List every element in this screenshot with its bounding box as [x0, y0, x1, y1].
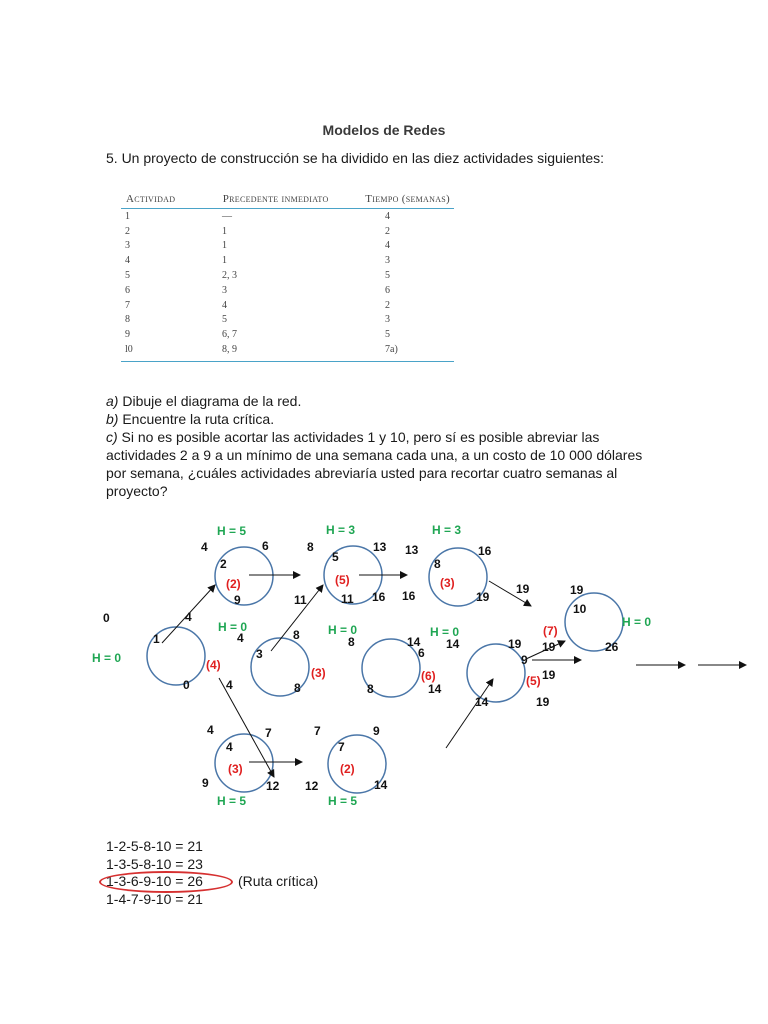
- node-4-es: 4: [207, 723, 214, 737]
- node-1-slack: H = 0: [92, 651, 122, 665]
- node-5-lf: 16: [372, 590, 386, 604]
- activities-table: [121, 186, 454, 362]
- node-3-duration: (4): [206, 658, 221, 672]
- node-9-lf: 19: [536, 695, 550, 709]
- node-8-es: 13: [405, 543, 419, 557]
- node-9-duration: (5): [526, 674, 541, 688]
- arrow-label-3-5: 11: [294, 593, 307, 607]
- cell-predecessor: 1: [222, 255, 227, 267]
- cell-time: 5: [385, 329, 390, 341]
- cell-time: 2: [385, 299, 390, 311]
- cell-activity: 8: [125, 314, 130, 326]
- node-6-ef: 14: [407, 635, 421, 649]
- cell-predecessor: 3: [222, 284, 227, 296]
- cell-predecessor: 5: [222, 314, 227, 326]
- node-7-ef: 9: [373, 724, 380, 738]
- header-time: Tiempo (semanas): [365, 193, 450, 205]
- node-4-ls-label: 4: [226, 678, 233, 692]
- node-9-slack: H = 0: [430, 625, 460, 639]
- cell-time: 4: [385, 240, 390, 252]
- table-row: [121, 342, 454, 357]
- arrow-7-9: [446, 679, 493, 748]
- node-4-id: 4: [226, 740, 233, 754]
- route-item: 1-2-5-8-10 = 21: [106, 838, 203, 854]
- node-7-slack: H = 5: [328, 794, 358, 808]
- routes-list: [106, 838, 319, 908]
- cell-time: 6: [385, 284, 390, 296]
- cell-predecessor: 4: [222, 299, 227, 311]
- node-1-id: 1: [153, 632, 160, 646]
- table-bottom-rule: [121, 361, 454, 362]
- node-6-duration-label: (3): [311, 666, 326, 680]
- table-row: [121, 253, 454, 268]
- node-8-ls: 16: [402, 589, 416, 603]
- node-5-slack: H = 3: [326, 523, 356, 537]
- cell-time: 7a): [385, 344, 398, 356]
- cell-activity: 2: [125, 225, 130, 237]
- cell-activity: 5: [125, 270, 130, 282]
- node-3-es: 4: [237, 631, 244, 645]
- critical-route-text: 1-3-6-9-10 = 26: [106, 873, 203, 889]
- node-2-slack: H = 5: [217, 524, 247, 538]
- node-8-duration: (3): [440, 576, 455, 590]
- route-item: 1-4-7-9-10 = 21: [106, 890, 203, 907]
- question-c: c) Si no es posible acortar las actividades 1 y 10, pero sí es posible abreviar las actividades 2 a 9 a un mínimo de una semana cada una, a un costo de 10 000 dólares por semana, ¿cuáles actividades abreviaría usted para recortar cuatro semanas al proyecto?: [106, 429, 643, 499]
- node-6-slack: H = 0: [328, 623, 358, 637]
- node-6-id: 6: [418, 646, 425, 660]
- node-6-lf: 14: [428, 682, 442, 696]
- node-6-ls: 8: [367, 682, 374, 696]
- cell-predecessor: —: [222, 210, 232, 222]
- node-8-slack: H = 3: [432, 523, 462, 537]
- table-row: [121, 268, 454, 283]
- node-5-es: 8: [307, 540, 314, 554]
- header-predecessor: Precedente inmediato: [222, 193, 329, 205]
- table-row: [121, 209, 454, 224]
- node-4-ef: 7: [265, 726, 272, 740]
- node-3-slack: H = 0: [218, 620, 248, 634]
- cell-activity: 1: [125, 210, 130, 222]
- node-3-lf: 8: [294, 681, 301, 695]
- cell-activity: 3: [125, 240, 130, 252]
- node-9-id: 9: [521, 653, 528, 667]
- node-10-id: 10: [573, 602, 587, 616]
- node-8-id: 8: [434, 557, 441, 571]
- route-item: 1-3-5-8-10 = 23: [106, 855, 203, 872]
- cell-predecessor: 8, 9: [222, 344, 237, 356]
- table-row: [121, 224, 454, 239]
- node-10-es: 19: [570, 583, 584, 597]
- arrow-label-9-10: 19: [542, 668, 556, 682]
- node-8-ef: 16: [478, 544, 492, 558]
- question-a: a) Dibuje el diagrama de la red.: [106, 393, 302, 409]
- node-5-duration: (5): [335, 573, 350, 587]
- node-8-lf: 19: [476, 590, 490, 604]
- node-9-es: 14: [446, 637, 460, 651]
- cell-time: 2: [385, 225, 390, 237]
- network-diagram: [0, 500, 768, 830]
- node-3-id: 3: [256, 647, 263, 661]
- node-4-ls: 9: [202, 776, 209, 790]
- questions: [106, 392, 666, 500]
- node-10-slack: H = 0: [622, 615, 652, 629]
- node-2-circle: [215, 547, 273, 605]
- node-4-slack: H = 5: [217, 794, 247, 808]
- node-9-ls: 14: [475, 695, 489, 709]
- cell-time: 5: [385, 270, 390, 282]
- cell-activity: 6: [125, 284, 130, 296]
- node-10-duration: (7): [543, 624, 558, 638]
- problem-statement: 5. Un proyecto de construcción se ha dividido en las diez actividades siguientes:: [106, 150, 605, 166]
- node-4-circle: [215, 734, 273, 792]
- cell-activity: l0: [125, 344, 133, 356]
- node-1-es: 0: [103, 611, 110, 625]
- node-2-id: 2: [220, 557, 227, 571]
- node-9-circle: [467, 644, 525, 702]
- node-2-ef: 6: [262, 539, 269, 553]
- cell-predecessor: 2, 3: [222, 270, 237, 282]
- node-7-es: 7: [314, 724, 321, 738]
- node-5-id: 5: [332, 550, 339, 564]
- cell-activity: 7: [125, 299, 130, 311]
- node-6-es: 8: [348, 635, 355, 649]
- cell-predecessor: 6, 7: [222, 329, 237, 341]
- cell-time: 3: [385, 255, 390, 267]
- node-6-duration: (6): [421, 669, 436, 683]
- arrow-label-1-2: 4: [185, 610, 192, 624]
- node-5-ls: 11: [341, 592, 354, 606]
- critical-route-note: (Ruta crítica): [238, 873, 319, 889]
- cell-time: 4: [385, 210, 390, 222]
- table-row: [121, 327, 454, 342]
- node-7-lf: 14: [374, 778, 388, 792]
- node-10-lf: 26: [605, 640, 619, 654]
- node-3-ef: 8: [293, 628, 300, 642]
- cell-activity: 9: [125, 329, 130, 341]
- table-row: [121, 313, 454, 328]
- node-7-id: 7: [338, 740, 345, 754]
- table-header: [121, 186, 454, 209]
- node-2-lf: 9: [234, 593, 241, 607]
- node-4-lf: 12: [266, 779, 280, 793]
- table-row: [121, 298, 454, 313]
- table-row: [121, 283, 454, 298]
- cell-activity: 4: [125, 255, 130, 267]
- node-5-ef: 13: [373, 540, 387, 554]
- cell-predecessor: 1: [222, 240, 227, 252]
- node-10-ls: 19: [542, 640, 556, 654]
- node-2-es: 4: [201, 540, 208, 554]
- header-activity: Actividad: [126, 193, 176, 205]
- node-7-duration: (2): [340, 762, 355, 776]
- question-b: b) Encuentre la ruta crítica.: [106, 411, 275, 427]
- node-4-duration: (3): [228, 762, 243, 776]
- node-9-ef: 19: [508, 637, 522, 651]
- arrow-label-8-10: 19: [516, 582, 530, 596]
- node-1-ls: 0: [183, 678, 190, 692]
- page-title: Modelos de Redes: [322, 122, 446, 138]
- route-item-critical: [106, 873, 319, 891]
- cell-predecessor: 1: [222, 225, 227, 237]
- table-row: [121, 239, 454, 254]
- node-7-ls: 12: [305, 779, 319, 793]
- node-2-duration: (2): [226, 577, 241, 591]
- cell-time: 3: [385, 314, 390, 326]
